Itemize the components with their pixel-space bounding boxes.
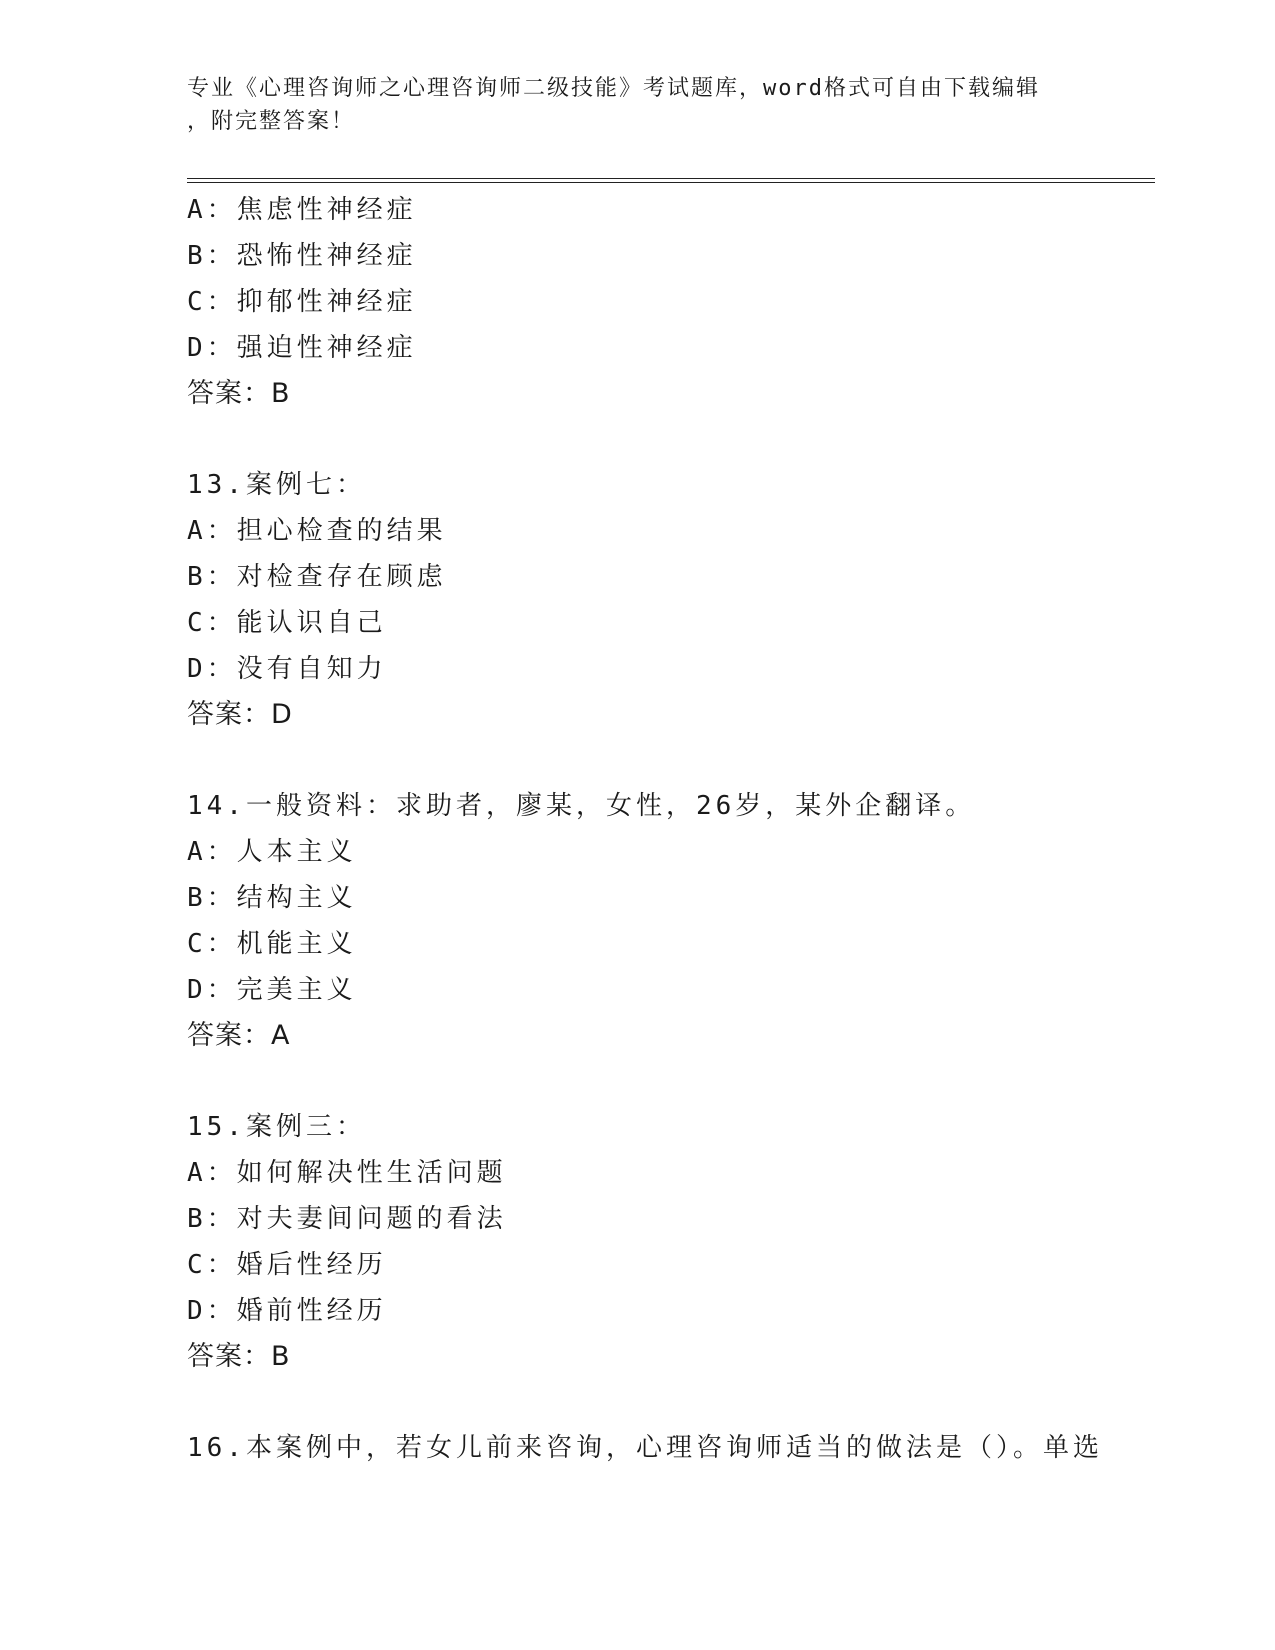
header-line-1: 专业《心理咨询师之心理咨询师二级技能》考试题库，word格式可自由下载编辑 <box>187 76 1040 101</box>
answer-line: 答案：D <box>187 699 293 730</box>
header-divider-top <box>187 178 1155 179</box>
question-stem: 13.案例七： <box>187 470 366 500</box>
question-14 <box>187 783 1155 1059</box>
spacer <box>187 1380 1155 1425</box>
option-c: C：机能主义 <box>187 929 357 959</box>
option-a: A：担心检查的结果 <box>187 516 447 546</box>
header-line-2: ，附完整答案！ <box>187 109 356 134</box>
option-b: B：结构主义 <box>187 883 357 913</box>
option-a: A：人本主义 <box>187 837 357 867</box>
question-12 <box>187 187 1155 417</box>
header-divider-bottom <box>187 182 1155 183</box>
option-a: A：如何解决性生活问题 <box>187 1158 507 1188</box>
question-stem: 15.案例三： <box>187 1112 366 1142</box>
option-d: D：没有自知力 <box>187 654 387 684</box>
question-16 <box>187 1425 1155 1471</box>
answer-line: 答案：B <box>187 1341 291 1372</box>
spacer <box>187 417 1155 462</box>
answer-line: 答案：A <box>187 1020 291 1051</box>
option-a: A：焦虑性神经症 <box>187 195 417 225</box>
option-c: C：能认识自己 <box>187 608 387 638</box>
spacer <box>187 738 1155 783</box>
question-list <box>187 187 1155 1471</box>
option-b: B：对检查存在顾虑 <box>187 562 447 592</box>
question-13 <box>187 462 1155 738</box>
document-header <box>187 72 1087 138</box>
spacer <box>187 1059 1155 1104</box>
option-d: D：强迫性神经症 <box>187 333 417 363</box>
option-c: C：婚后性经历 <box>187 1250 387 1280</box>
question-stem: 14.一般资料：求助者，廖某，女性，26岁，某外企翻译。 <box>187 791 976 821</box>
answer-line: 答案：B <box>187 378 291 409</box>
question-stem: 16.本案例中，若女儿前来咨询，心理咨询师适当的做法是（）。单选 <box>187 1433 1103 1463</box>
option-c: C：抑郁性神经症 <box>187 287 417 317</box>
option-d: D：完美主义 <box>187 975 357 1005</box>
option-b: B：恐怖性神经症 <box>187 241 417 271</box>
option-d: D：婚前性经历 <box>187 1296 387 1326</box>
option-b: B：对夫妻间问题的看法 <box>187 1204 507 1234</box>
question-15 <box>187 1104 1155 1380</box>
